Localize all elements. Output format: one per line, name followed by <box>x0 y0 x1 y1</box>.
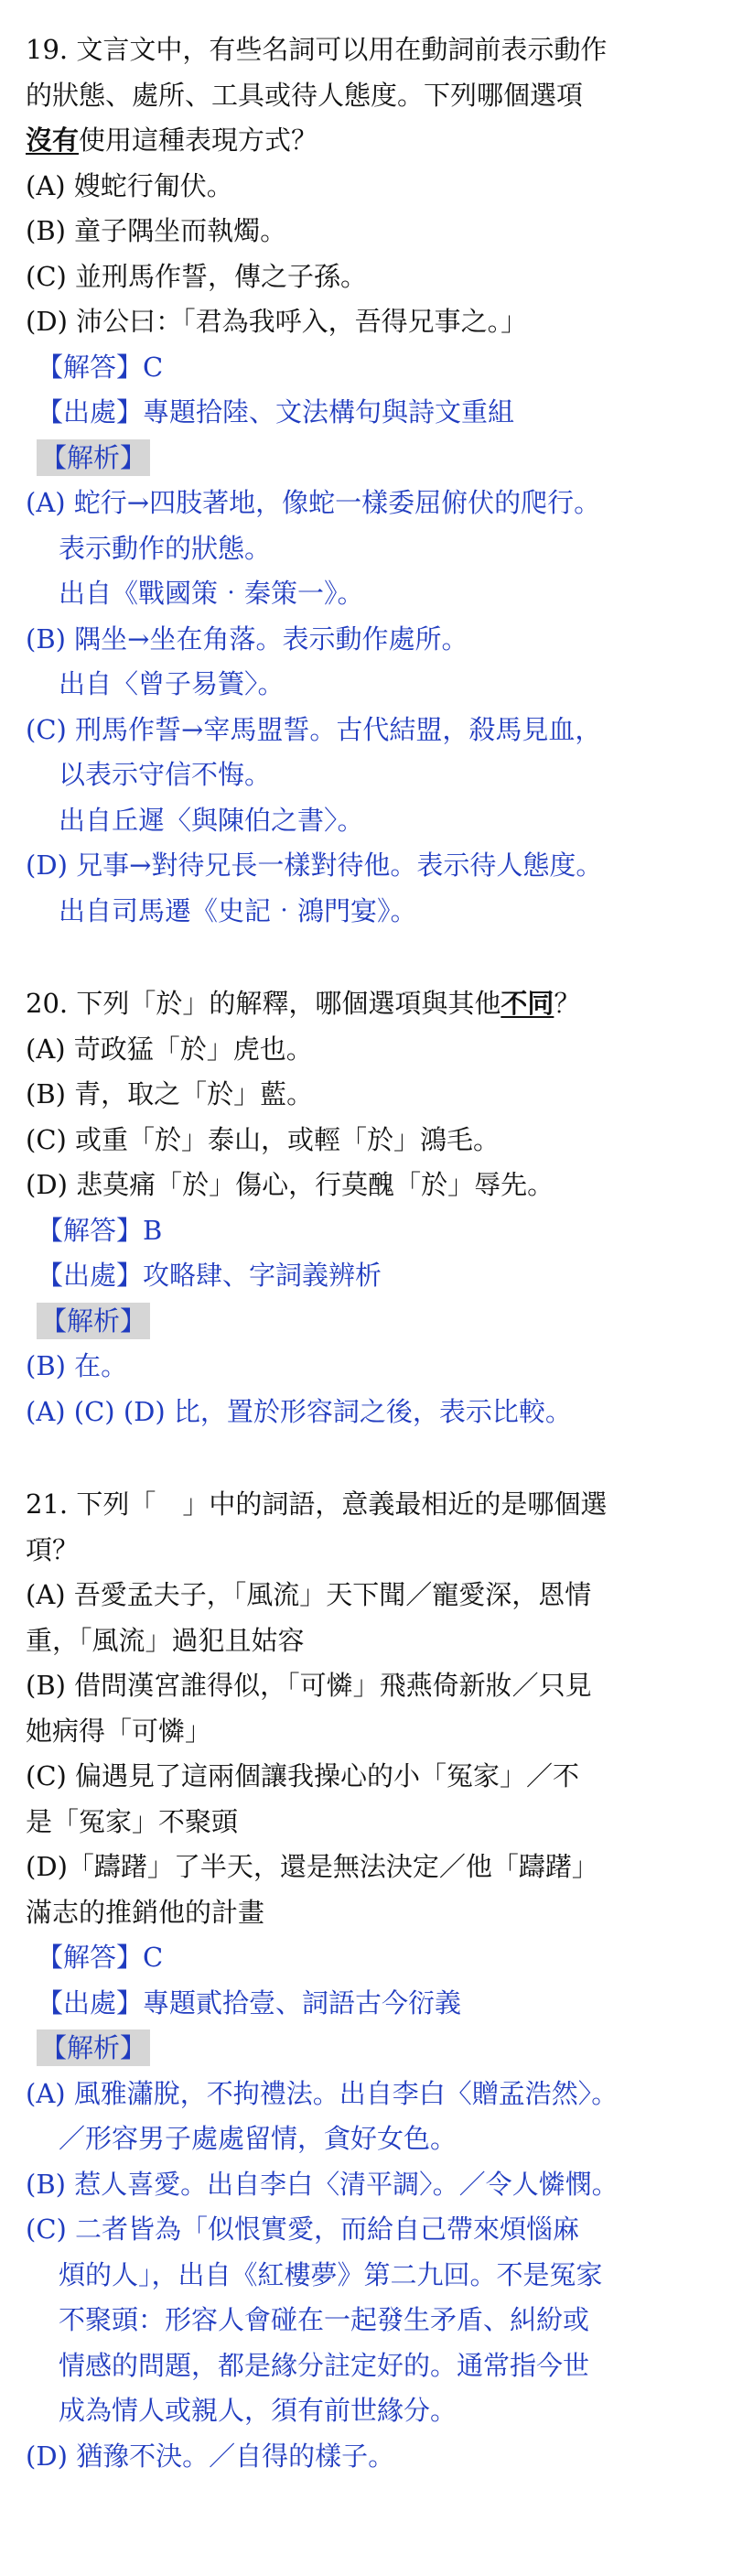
q20-analysis-tag-row <box>26 1299 705 1345</box>
q19-stem-line-1: 19. 文言文中，有些名詞可以用在動詞前表示動作 <box>26 34 608 65</box>
q19-stem-rest: 使用這種表現方式？ <box>79 124 318 156</box>
q19-option-c: (C) 並刑馬作誓，傳之子孫。 <box>26 260 368 292</box>
q21-analysis-a-cont: ／形容男子處處留情，貪好女色。 <box>59 2123 458 2154</box>
q21-analysis-tag: 【解析】 <box>37 2029 150 2066</box>
q20-option-d: (D) 悲莫痛「於」傷心，行莫醜「於」辱先。 <box>26 1169 554 1200</box>
q19-analysis-b: (B) 隅坐→坐在角落。表示動作處所。 <box>26 622 468 655</box>
q21-stem-line-2: 項？ <box>26 1533 80 1565</box>
q21-option-c-cont: 是「冤家」不聚頭 <box>26 1805 239 1837</box>
q19-analysis-b-src: 出自〈曾子易簀〉。 <box>59 668 285 699</box>
q21-option-c: (C) 偏遇見了這兩個讓我操心的小「冤家」／不 <box>26 1760 580 1791</box>
q19-option-a: (A) 嫂蛇行匍伏。 <box>26 169 233 201</box>
q19-analysis-c-src: 出自丘遲〈與陳伯之書〉。 <box>59 804 364 836</box>
spacer <box>26 934 705 981</box>
q20-answer: 【解答】B <box>37 1214 163 1246</box>
q21-source: 【出處】專題貳拾壹、詞語古今衍義 <box>37 1986 462 2019</box>
q20-analysis-tag: 【解析】 <box>37 1303 150 1339</box>
q21-analysis-d: (D) 猶豫不決。／自得的樣子。 <box>26 2440 395 2472</box>
q19-source: 【出處】專題拾陸、文法構句與詩文重組 <box>37 396 515 428</box>
q20-source: 【出處】攻略肆、字詞義辨析 <box>37 1260 382 1291</box>
q20-stem <box>26 981 705 1027</box>
q21-option-d: (D)「躊躇」了半天，還是無法決定／他「躊躇」 <box>26 1851 598 1882</box>
q19-analysis-tag-row <box>26 436 705 482</box>
q19-stem-line-2: 的狀態、處所、工具或待人態度。下列哪個選項 <box>26 79 584 111</box>
question-20 <box>26 981 705 1434</box>
q19-stem-line-3 <box>26 118 705 164</box>
q20-option-b: (B) 青，取之「於」藍。 <box>26 1078 314 1109</box>
q19-emphasis: 沒有 <box>26 124 80 156</box>
q20-option-c: (C) 或重「於」泰山，或輕「於」鴻毛。 <box>26 1123 501 1155</box>
spacer <box>26 1434 705 1482</box>
q19-analysis-a: (A) 蛇行→四肢著地，像蛇一樣委屈俯伏的爬行。 <box>26 487 601 518</box>
q21-answer: 【解答】C <box>37 1942 164 1973</box>
q21-option-b: (B) 借問漢宮誰得似，「可憐」飛燕倚新妝／只見 <box>26 1670 592 1701</box>
q21-analysis-tag-row <box>26 2026 705 2072</box>
q20-stem-post: ？ <box>554 988 581 1019</box>
q19-analysis-tag: 【解析】 <box>37 439 150 476</box>
q21-stem-line-1: 21. 下列「 」中的詞語，意義最相近的是哪個選 <box>26 1488 608 1520</box>
q21-analysis-a: (A) 風雅瀟脫，不拘禮法。出自李白〈贈孟浩然〉。 <box>26 2077 619 2109</box>
q19-analysis-a-src: 出自《戰國策‧秦策一》。 <box>59 578 364 609</box>
q21-analysis-c: (C) 二者皆為「似恨實愛，而給自己帶來煩惱麻 <box>26 2213 580 2245</box>
q20-analysis-b: (B) 在。 <box>26 1350 128 1381</box>
q20-analysis-acd: (A) (C) (D) 比，置於形容詞之後，表示比較。 <box>26 1395 572 1427</box>
q19-analysis-c: (C) 刑馬作誓→宰馬盟誓。古代結盟，殺馬見血， <box>26 713 602 745</box>
q19-analysis-a-cont: 表示動作的狀態。 <box>59 532 272 564</box>
q21-option-a: (A) 吾愛孟夫子，「風流」天下聞／寵愛深，恩情 <box>26 1579 592 1610</box>
q20-stem-pre: 20. 下列「於」的解釋，哪個選項與其他 <box>26 988 501 1019</box>
q21-analysis-b: (B) 惹人喜愛。出自李白〈清平調〉。／令人憐憫。 <box>26 2168 619 2200</box>
q21-analysis-c-cont-1: 煩的人」，出自《紅樓夢》第二九回。不是冤家 <box>59 2258 603 2290</box>
question-21 <box>26 1482 705 2479</box>
q21-analysis-c-cont-4: 成為情人或親人，須有前世緣分。 <box>59 2395 458 2426</box>
q21-option-b-cont: 她病得「可憐」 <box>26 1715 212 1747</box>
q21-option-d-cont: 滿志的推銷他的計畫 <box>26 1896 265 1928</box>
q19-option-b: (B) 童子隅坐而執燭。 <box>26 215 287 246</box>
q19-analysis-d-src: 出自司馬遷《史記‧鴻門宴》。 <box>59 894 417 926</box>
q19-analysis-c-cont: 以表示守信不悔。 <box>59 759 272 790</box>
q19-option-d: (D) 沛公曰：「君為我呼入，吾得兄事之。」 <box>26 306 528 337</box>
q19-analysis-d: (D) 兄事→對待兄長一樣對待他。表示待人態度。 <box>26 850 603 881</box>
q21-option-a-cont: 重，「風流」過犯且姑容 <box>26 1624 305 1656</box>
q20-option-a: (A) 苛政猛「於」虎也。 <box>26 1033 313 1065</box>
q20-emphasis: 不同 <box>501 988 554 1019</box>
q21-analysis-c-cont-2: 不聚頭：形容人會碰在一起發生矛盾、糾紛或 <box>59 2304 590 2335</box>
question-19 <box>26 27 705 934</box>
q19-answer: 【解答】C <box>37 351 164 383</box>
q21-analysis-c-cont-3: 情感的問題，都是緣分註定好的。通常指今世 <box>59 2349 590 2381</box>
